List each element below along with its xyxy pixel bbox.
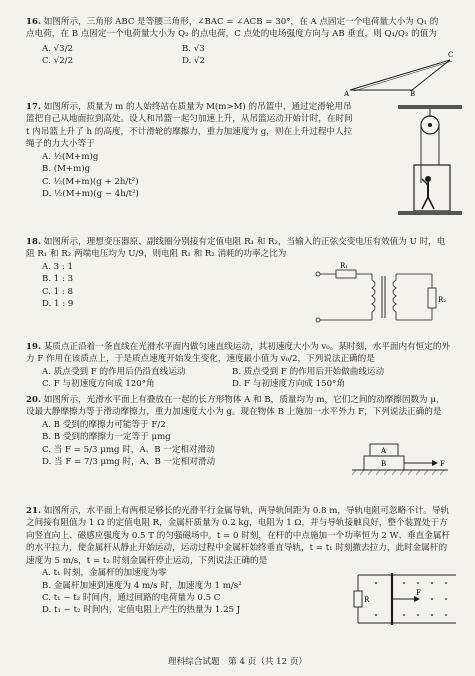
label-b: B [410,90,416,96]
option-d[interactable]: D. 当 F = 7/3 μmg 时，A、B 一定相对滑动 [42,457,216,468]
option-a[interactable]: A. √3/2 [42,43,73,54]
option-c[interactable]: C. 1 : 8 [42,286,74,297]
question-20 [26,394,451,502]
option-c[interactable]: C. √2/2 [42,56,74,67]
option-d[interactable]: D. ½(M+m)(g − 4h/t²) [42,189,139,200]
question-number: 20. [26,394,41,405]
rails-figure [348,571,458,627]
option-a[interactable]: A. t₁ 时刻，金属杆的加速度为零 [42,568,167,579]
option-a[interactable]: A. 3 : 1 [42,261,73,272]
question-17 [26,101,451,233]
option-b[interactable]: B. 金属杆加速到速度为 4 m/s 时，加速度为 1 m/s² [42,580,242,591]
label-a: A [344,90,350,96]
option-b[interactable]: B. (M+m)g [42,164,91,175]
question-stem: 如图所示，水平面上有两根足够长的光滑平行金属导轨，两导轨间距为 0.8 m，导轨电阻可忽略不计。导轨之间接有阻值为 1 Ω 的定值电阻 R，金属杆质量为 0.2 kg，电阻为 1 Ω，并与导轨接触良好，整个装置处于方向竖直向上、磁感应强度为 0.5 T 的匀强磁场中。t = 0 时刻，在杆的中点施加一个功率恒为 2 W、垂直金属杆的水平拉力，使金属杆从静止开始运动，运动过程中金属杆始终垂直导轨，t = t₁ 时刻撤去拉力，此时金属杆的速度为 5 m/s，t = t₂ 时刻金属杆停止运动，下列说法正确的是 [26,505,451,566]
option-a[interactable]: A. ½(M+m)g [42,151,99,162]
option-d[interactable]: D. √2 [182,56,205,67]
option-b[interactable]: B. 1 : 3 [42,274,74,285]
option-b[interactable]: B. √3 [182,43,205,54]
option-b[interactable]: B. B 受到的摩擦力一定等于 μmg [42,432,171,443]
triangle-figure [344,50,456,96]
option-d[interactable]: D. t₁ ~ t₂ 时间内，定值电阻上产生的热量为 1.25 J [42,605,241,616]
label-r2: R₂ [438,296,447,304]
question-16 [26,16,454,98]
option-c[interactable]: C. 当 F = 5/3 μmg 时，A、B 一定相对滑动 [42,444,215,455]
label-a: A [381,446,387,455]
question-number: 21. [26,505,41,516]
option-c[interactable]: C. F 与初速度方向成 120°角 [42,379,155,390]
question-18 [26,236,451,338]
label-c: C [448,51,454,59]
option-a[interactable]: A. 质点受到 F 的作用后仍沿直线运动 [42,366,186,377]
question-number: 19. [26,342,41,352]
label-f: F [416,588,421,597]
option-b[interactable]: B. 质点受到 F 的作用后开始做曲线运动 [232,366,385,377]
question-21 [26,505,451,625]
label-b: B [381,459,387,468]
option-c[interactable]: C. ½(M+m)(g + 2h/t²) [42,176,139,187]
question-stem: 如图所示，理想变压器原、副线圈分别接有定值电阻 R₁ 和 R₂，当输入的正弦交变电压有效值为 U 时，电阻 R₁ 和 R₂ 两端电压均为 U/9，则电阻 R₁ 和 R₂ 消耗的功率之比为 [26,237,446,260]
question-stem: 某质点正沿着一条直线在光滑水平面内做匀速直线运动，其初速度大小为 v₀。某时刻，水平面内有恒定的外力 F 作用在该质点上，于是质点速度开始发生变化，速度最小值为 v₀/2，下列说法正确的是 [26,342,451,365]
question-number: 18. [26,237,41,247]
label-f: F [440,459,445,468]
option-a[interactable]: A. B 受到的摩擦力可能等于 F/2 [42,419,166,430]
blocks-figure [352,440,452,480]
question-stem: 如图所示，光滑水平面上有叠放在一起的长方形物体 A 和 B，质量均为 m，它们之间的动摩擦因数为 μ，设最大静摩擦力等于滑动摩擦力，重力加速度大小为 g。现在物体 B 上施加一水平外力 F，下列说法正确的是 [26,394,445,418]
question-number: 17. [26,102,41,112]
question-stem: 如图所示，质量为 m 的人始终站在质量为 M(m>M) 的吊篮中，通过定滑轮用吊篮把自己从地面拉到高处。设人和吊篮一起匀加速上升，从吊篮运动开始计时，在时间 t 内吊篮上升了 h 的高度，不计滑轮的摩擦力，重力加速度为 g，则在上升过程中人拉绳子的力大小等于 [26,102,353,150]
label-r: R [364,595,370,604]
question-number: 16. [26,17,41,27]
option-c[interactable]: C. t₁ ~ t₂ 时间内，通过回路的电荷量为 0.5 C [42,592,221,603]
page-footer: 理科综合试题 第 4 页（共 12 页） [167,656,308,667]
pulley-figure [398,105,462,217]
question-stem: 如图所示，三角形 ABC 是等腰三角形，∠BAC = ∠ACB = 30°，在 A 点固定一个电荷量大小为 Q₁ 的点电荷，在 B 点固定一个电荷量大小为 Q₂ 的点电荷，C 点处的电场强度方向与 AB 垂直，则 Q₁/Q₂ 的值为 [26,17,439,40]
transformer-figure [314,262,454,332]
option-d[interactable]: D. 1 : 9 [42,299,74,310]
option-d[interactable]: D. F 与初速度方向成 150°角 [232,379,345,390]
label-r1: R₁ [340,262,349,270]
question-19 [26,341,451,391]
